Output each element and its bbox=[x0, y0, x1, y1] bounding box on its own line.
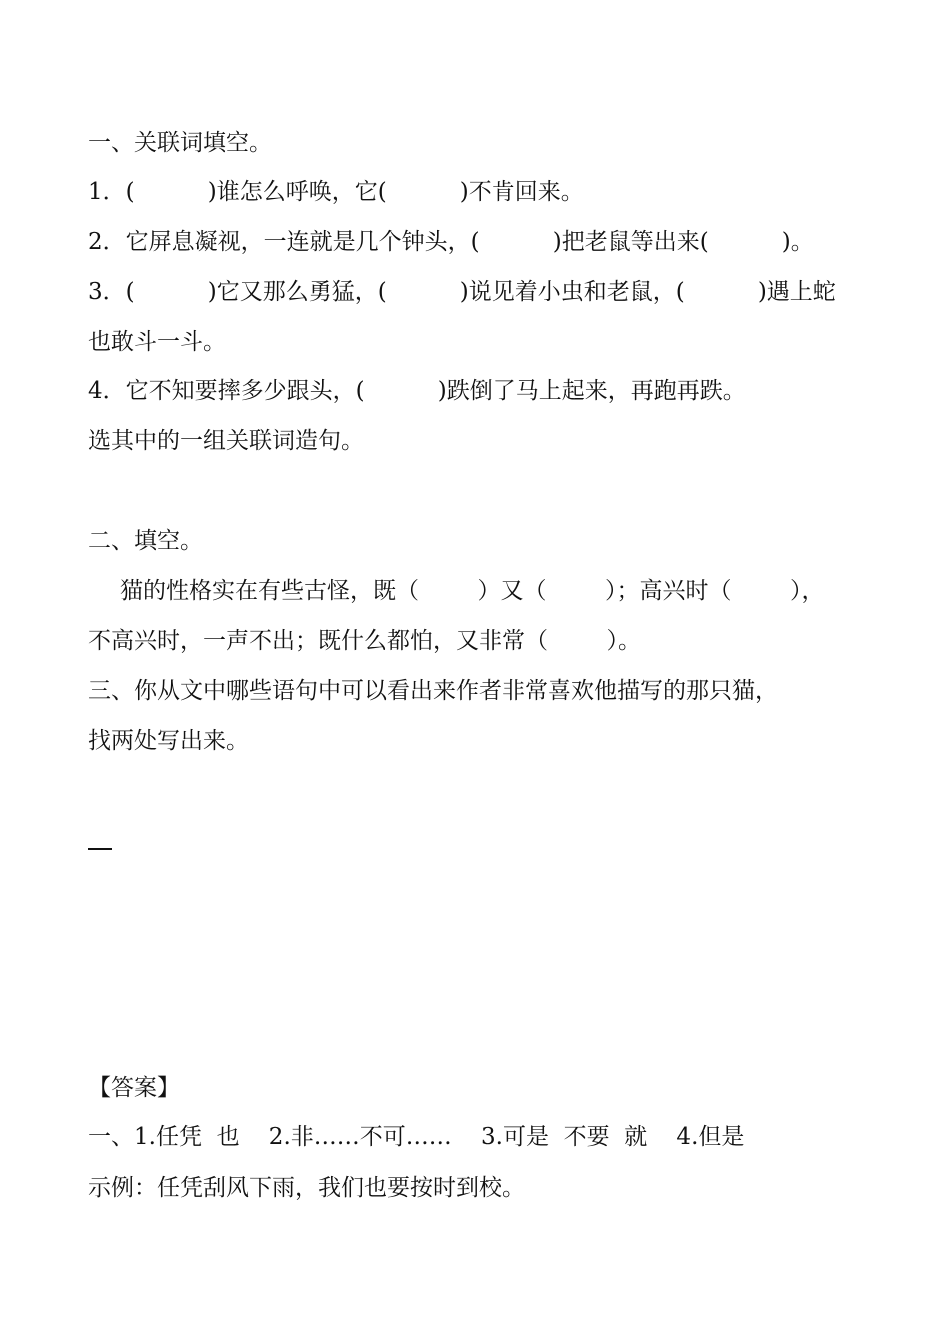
question-1: 1．( )谁怎么呼唤，它( )不肯回来。 bbox=[88, 179, 584, 205]
section2-heading: 二、填空。 bbox=[88, 528, 203, 554]
answer-label: 【答案】 bbox=[88, 1075, 180, 1101]
section2-line2: 不高兴时，一声不出；既什么都怕，又非常（ ）。 bbox=[88, 628, 641, 654]
question-2: 2．它屏息凝视，一连就是几个钟头，( )把老鼠等出来( )。 bbox=[88, 229, 814, 255]
section1-heading: 一、关联词填空。 bbox=[88, 130, 272, 156]
question-3-line2: 也敢斗一斗。 bbox=[88, 329, 226, 355]
section3-line2: 找两处写出来。 bbox=[88, 728, 249, 754]
section3-line1: 三、你从文中哪些语句中可以看出来作者非常喜欢他描写的那只猫， bbox=[88, 678, 778, 704]
answer-example: 示例：任凭刮风下雨，我们也要按时到校。 bbox=[88, 1175, 525, 1201]
section2-line1: 猫的性格实在有些古怪，既（ ）又（ ）；高兴时（ ）， bbox=[120, 578, 825, 604]
answer-line1: 一、1.任凭 也 2.非……不可…… 3.可是 不要 就 4.但是 bbox=[88, 1124, 745, 1150]
answer-underline bbox=[88, 848, 112, 850]
section1-instruction: 选其中的一组关联词造句。 bbox=[88, 428, 364, 454]
question-4: 4．它不知要摔多少跟头，( )跌倒了马上起来，再跑再跌。 bbox=[88, 378, 746, 404]
question-3-line1: 3．( )它又那么勇猛，( )说见着小虫和老鼠，( )遇上蛇 bbox=[88, 279, 836, 305]
